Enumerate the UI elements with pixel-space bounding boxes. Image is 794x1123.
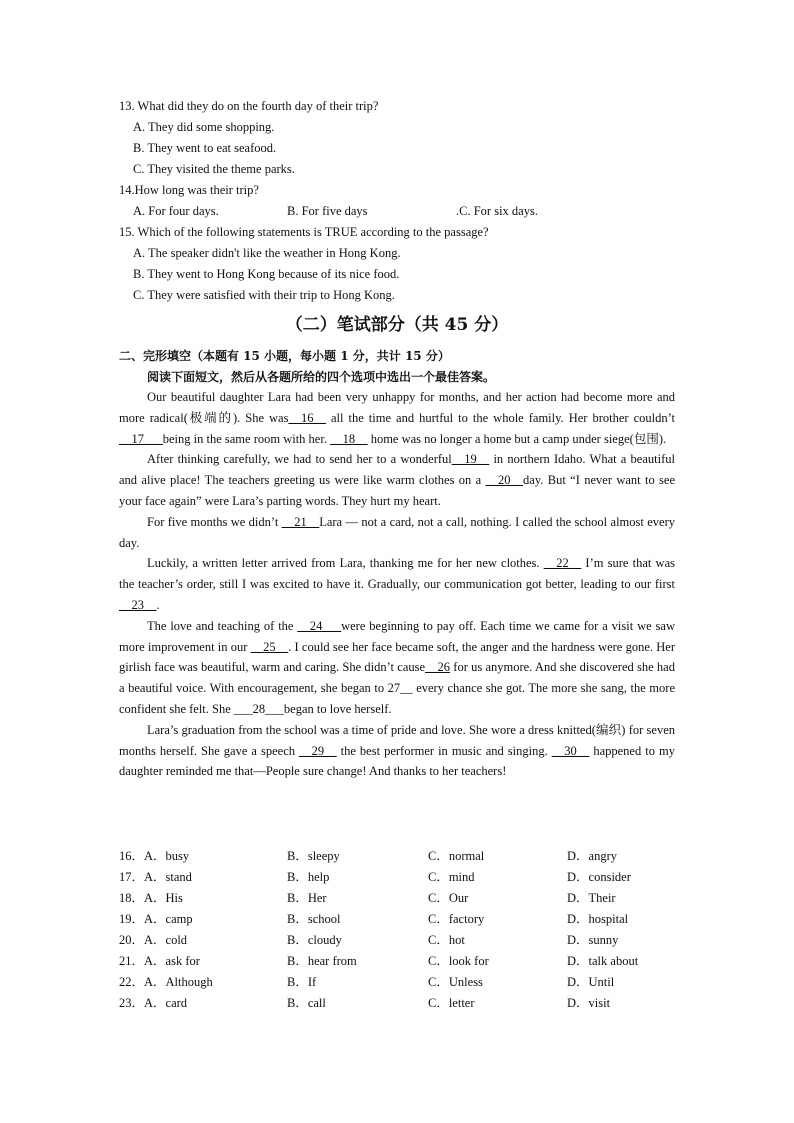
question-15-option-a: A. The speaker didn't like the weather in Hong Kong. xyxy=(133,246,401,260)
blank-24: __24___ xyxy=(297,618,342,633)
passage-paragraph: The love and teaching of the __24___were beginning to pay off. Each time we came for a visit we saw more improvement in our __25__. I could see her face became soft, the anger and the hardness were gone. Her girlish face was beautiful, warm and caring. She didn’t cause__26 for us anymore. And she discovered she had a beautiful voice. With encouragement, she began to 27__ every chance she got. The more she sang, the more confident she felt. She ___28___began to love herself. xyxy=(119,618,675,716)
options-row-16: 16．A．busy B．sleepy C．normal D．angry xyxy=(119,849,617,863)
question-13-option-b: B. They went to eat seafood. xyxy=(133,141,277,155)
question-14: 14.How long was their trip? xyxy=(119,183,259,197)
blank-22: __22__ xyxy=(543,556,582,571)
part-title: （二）笔试部分（共 45 分） xyxy=(285,315,509,335)
cloze-passage xyxy=(119,387,675,782)
blank-16: __16__ xyxy=(288,410,326,425)
blank-21: __21__ xyxy=(281,514,320,529)
options-row-20: 20．A．cold B．cloudy C．hot D．sunny xyxy=(119,933,619,947)
question-14-option-c: .C. For six days. xyxy=(456,204,538,218)
blank-19: __19__ xyxy=(451,452,490,467)
instruction: 阅读下面短文，然后从各题所给的四个选项中选出一个最佳答案。 xyxy=(147,370,496,384)
question-15-option-c: C. They were satisfied with their trip to Hong Kong. xyxy=(133,288,395,302)
passage-paragraph: Our beautiful daughter Lara had been very unhappy for months, and her action had become more and more radical(极端的). She was__16__ all the time and hurtful to the whole family. Her brother couldn’t __17___being in the same room with her. __18__ home was no longer a home but a camp under siege(包围). xyxy=(119,390,675,446)
options-row-19: 19．A．camp B．school C．factory D．hospital xyxy=(119,912,629,926)
blank-20: __20__ xyxy=(485,473,524,488)
question-13-option-a: A. They did some shopping. xyxy=(133,120,275,134)
passage-paragraph: Luckily, a written letter arrived from Lara, thanking me for her new clothes. __22__ I’m sure that was the teacher’s order, still I was excited to have it. Gradually, our communication got better, leading to our first __23__. xyxy=(119,556,675,612)
options-row-18: 18．A．His B．Her C．Our D．Their xyxy=(119,891,616,905)
options-row-22: 22．A．Although B．If C．Unless D．Until xyxy=(119,975,615,989)
passage-paragraph: After thinking carefully, we had to send her to a wonderful__19__ in northern Idaho. What a beautiful and alive place! The teachers greeting us were like warm clothes on a __20__day. But “I never want to see your face again” were Lara’s parting words. They hurt my heart. xyxy=(119,452,675,508)
question-13-option-c: C. They visited the theme parks. xyxy=(133,162,295,176)
blank-18: __18__ xyxy=(330,431,368,446)
options-row-21: 21．A．ask for B．hear from C．look for D．talk about xyxy=(119,954,639,968)
section-title: 二、完形填空（本题有 15 小题，每小题 1 分，共计 15 分） xyxy=(119,349,450,363)
blank-17: __17___ xyxy=(119,431,163,446)
blank-26: __26 xyxy=(425,660,451,675)
question-15-option-b: B. They went to Hong Kong because of its nice food. xyxy=(133,267,400,281)
question-15: 15. Which of the following statements is TRUE according to the passage? xyxy=(119,225,489,239)
passage-paragraph: Lara’s graduation from the school was a time of pride and love. She wore a dress knitted(编织) for seven months herself. She gave a speech __29__ the best performer in music and singing. __30__ happened to my daughter reminded me that—People sure change! And thanks to her teachers! xyxy=(119,722,675,779)
question-14-option-b: B. For five days xyxy=(287,204,368,218)
question-14-option-a: A. For four days. xyxy=(133,204,219,218)
blank-29: __29__ xyxy=(299,743,337,758)
blank-23: __23__ xyxy=(119,597,157,612)
question-13: 13. What did they do on the fourth day of their trip? xyxy=(119,99,379,113)
blank-30: __30__ xyxy=(551,743,590,758)
options-row-23: 23．A．card B．call C．letter D．visit xyxy=(119,996,611,1010)
blank-25: __25__ xyxy=(250,639,289,654)
passage-paragraph: For five months we didn’t __21__Lara — not a card, not a call, nothing. I called the school almost every day. xyxy=(119,514,675,550)
options-row-17: 17．A．stand B．help C．mind D．consider xyxy=(119,870,631,884)
